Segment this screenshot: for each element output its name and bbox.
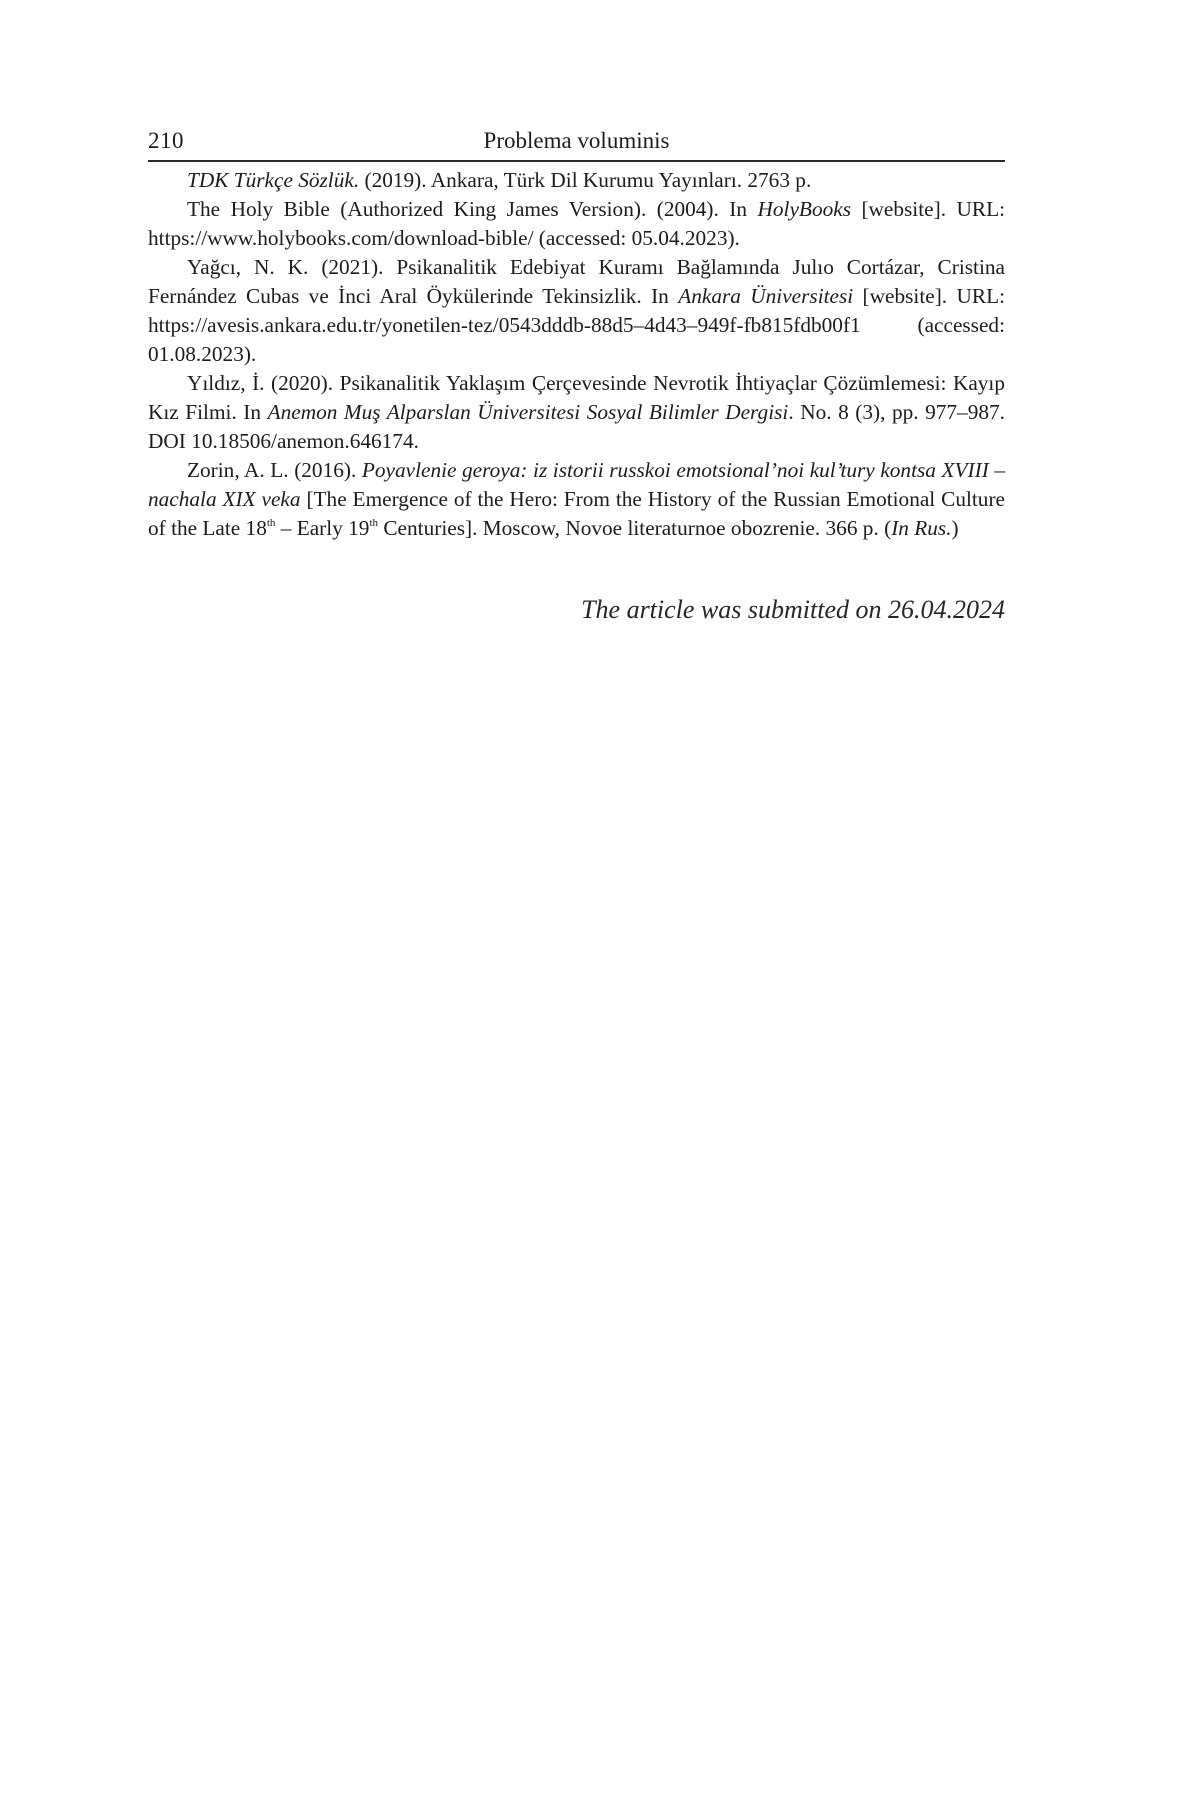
superscript: th bbox=[369, 516, 379, 529]
page-number: 210 bbox=[148, 128, 184, 153]
reference-entry bbox=[148, 195, 1005, 253]
reference-text: Yıldız, İ. (2020). Psikanalitik Yaklaşım Çerçevesinde Nevrotik İhtiyaçlar Çözümlemesi: Kayıp Kız Filmi. In bbox=[148, 371, 1005, 424]
italic-text: Ankara Üniversitesi bbox=[678, 284, 854, 308]
reference-text: (2019). Ankara, Türk Dil Kurumu Yayınları. 2763 p. bbox=[359, 168, 812, 192]
reference-entry bbox=[148, 166, 1005, 195]
reference-text: [website]. URL: https://avesis.ankara.edu.tr/yonetilen-tez/0543dddb-88d5–4d43–949f-fb815fdb00f1 (accessed: 01.08.2023). bbox=[148, 284, 1005, 366]
reference-list bbox=[148, 166, 1005, 543]
reference-text: Zorin, A. L. (2016). bbox=[187, 458, 362, 482]
reference-entry bbox=[148, 253, 1005, 369]
reference-text: – Early 19 bbox=[275, 516, 370, 540]
reference-entry bbox=[148, 369, 1005, 456]
italic-text: Poyavlenie geroya: iz istorii russkoi emotsional’noi kul’tury kontsa XVIII – nachala XIX veka bbox=[148, 458, 1005, 511]
reference-text: The Holy Bible (Authorized King James Version). (2004). In bbox=[187, 197, 758, 221]
submission-note: The article was submitted on 26.04.2024 bbox=[581, 595, 1005, 624]
reference-text: [website]. URL: https://www.holybooks.com/download-bible/ (accessed: 05.04.2023). bbox=[148, 197, 1005, 250]
reference-text: . No. 8 (3), pp. 977–987. DOI 10.18506/anemon.646174. bbox=[148, 400, 1005, 453]
italic-text: In Rus. bbox=[891, 516, 952, 540]
reference-text: ) bbox=[951, 516, 959, 540]
superscript: th bbox=[266, 516, 276, 529]
italic-text: TDK Türkçe Sözlük. bbox=[187, 168, 360, 192]
reference-text: Yağcı, N. K. (2021). Psikanalitik Edebiyat Kuramı Bağlamında Julıo Cortázar, Cristina Fernández Cubas ve İnci Aral Öykülerinde Tekinsizlik. In bbox=[148, 255, 1005, 308]
journal-title: Problema voluminis bbox=[483, 128, 670, 153]
italic-text: Anemon Muş Alparslan Üniversitesi Sosyal Bilimler Dergisi bbox=[267, 400, 789, 424]
running-header bbox=[148, 126, 1005, 162]
reference-text: Centuries]. Moscow, Novoe literaturnoe obozrenie. 366 p. ( bbox=[378, 516, 892, 540]
italic-text: HolyBooks bbox=[757, 197, 851, 221]
reference-text: [The Emergence of the Hero: From the History of the Russian Emotional Culture of the Late 18 bbox=[148, 487, 1005, 540]
document-page bbox=[148, 126, 1005, 626]
reference-entry bbox=[148, 456, 1005, 543]
